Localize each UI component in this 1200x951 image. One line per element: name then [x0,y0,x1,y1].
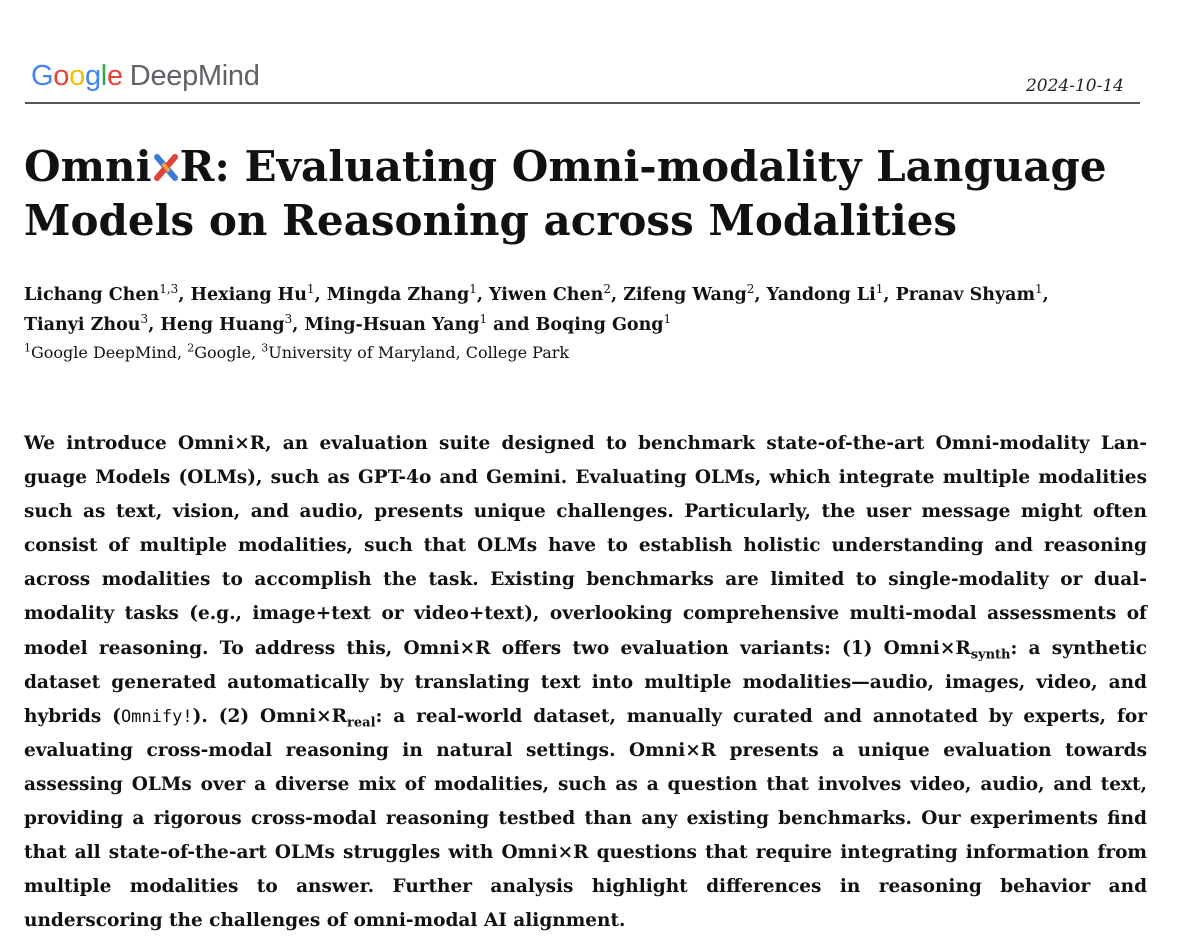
affiliation-number: 1 [24,341,31,355]
publication-date: 2024-10-14 [1025,76,1124,96]
author-affiliation: 1 [663,312,672,327]
abstract-part: : a synthetic dataset generated automatically by translating text into multiple modalities—audio, images, video, and hybrids ( [24,637,1147,727]
author-affiliation: 3 [284,312,293,327]
paper-title [24,140,1164,248]
logo-letter: g [84,60,101,92]
title-rest: R: Evaluating Omni-modality Language Models on Reasoning across Modalities [24,142,1107,245]
abstract-part: We introduce Omni×R, an evaluation suite designed to benchmark state-of-the-art Omni-modality Language Models (OLMs), such as GPT-4o and Gemini. Evaluating OLMs, which integrate multiple modalities such as text, vision, and audio, presents unique challenges. Particularly, the user message might often consist of multiple modalities, such that OLMs have to establish holistic understanding and reasoning across modalities to accomplish the task. Existing benchmarks are limited to single-modality or dual-modality tasks (e.g., image+text or video+text), overlooking comprehensive multi-modal assessments of model reasoning. To address this, Omni×R offers two evaluation variants: (1) Omni×R [24,433,1147,659]
abstract-part: ). (2) Omni×R [192,705,348,727]
affiliation-name: University of Maryland, College Park [268,343,570,362]
abstract-subscript: real [347,715,376,731]
omni-x-icon [153,151,179,183]
logo-letter: e [106,60,123,92]
affiliation-name: Google DeepMind [31,343,178,362]
author-name: Tianyi Zhou [24,315,141,335]
author-name: Lichang Chen [24,285,160,305]
google-deepmind-logo [31,60,260,93]
author-affiliation: 1,3 [159,282,179,297]
author-affiliation: 2 [603,282,612,297]
logo-letter: o [53,60,70,92]
affiliation-list: $^1$Google DeepMind, $^2$Google, $^3$University of Maryland, College Park [24,341,570,362]
affiliation-number: 2 [187,341,195,355]
author-name: Boqing Gong [535,315,664,335]
affiliation-number: 3 [261,341,269,355]
author-name: Yiwen Chen [489,285,604,305]
author-name: Hexiang Hu [190,285,307,305]
author-name: Heng Huang [160,315,285,335]
author-name: Zifeng Wang [623,285,747,305]
abstract-text [24,427,1147,938]
author-affiliation: 2 [746,282,755,297]
title-prefix: Omni [24,142,152,191]
author-list: Lichang Chen$^{1,3}$, Hexiang Hu$^1$, Mingda Zhang$^1$, Yiwen Chen$^2$, Zifeng Wang$^2$, Yandong Li$^1$, Pranav Shyam$^1$, Tianyi Zhou$^3$, Heng Huang$^3$, Ming-Hsuan Yang$^1$ and Boqing Gong$^1$ [24,282,1049,335]
abstract-part: : a real-world dataset, manually curated and annotated by experts, for evaluating cross-modal reasoning in natural settings. Omni×R presents a unique evaluation towards assessing OLMs over a diverse mix of modalities, such as a question that involves video, audio, and text, providing a rigorous cross-modal reasoning testbed than any existing benchmarks. Our experiments find that all state-of-the-art OLMs struggles with Omni×R questions that require integrating information from multiple modalities to answer. Further analysis highlight differences in reasoning behavior and underscoring the challenges of omni-modal AI alignment. [24,705,1148,932]
omnify-code: Omnify! [120,706,193,727]
page-header [25,56,1140,104]
abstract-subscript: synth [970,647,1011,663]
author-name: Mingda Zhang [326,285,470,305]
author-affiliation: 1 [469,282,477,297]
logo-letter: o [69,60,85,92]
author-affiliation: 1 [306,282,315,297]
affiliation-name: Google [194,343,252,362]
logo-letter: G [31,60,54,92]
author-name: Pranav Shyam [895,285,1036,305]
author-affiliation: 1 [1035,282,1043,297]
author-affiliation: 1 [875,282,884,297]
logo-letter: l [100,60,107,92]
author-affiliation: 3 [140,312,149,327]
author-name: Ming-Hsuan Yang [304,315,480,335]
author-name: Yandong Li [766,285,876,305]
logo-deepmind-text: DeepMind [129,60,260,92]
author-affiliation: 1 [479,312,488,327]
